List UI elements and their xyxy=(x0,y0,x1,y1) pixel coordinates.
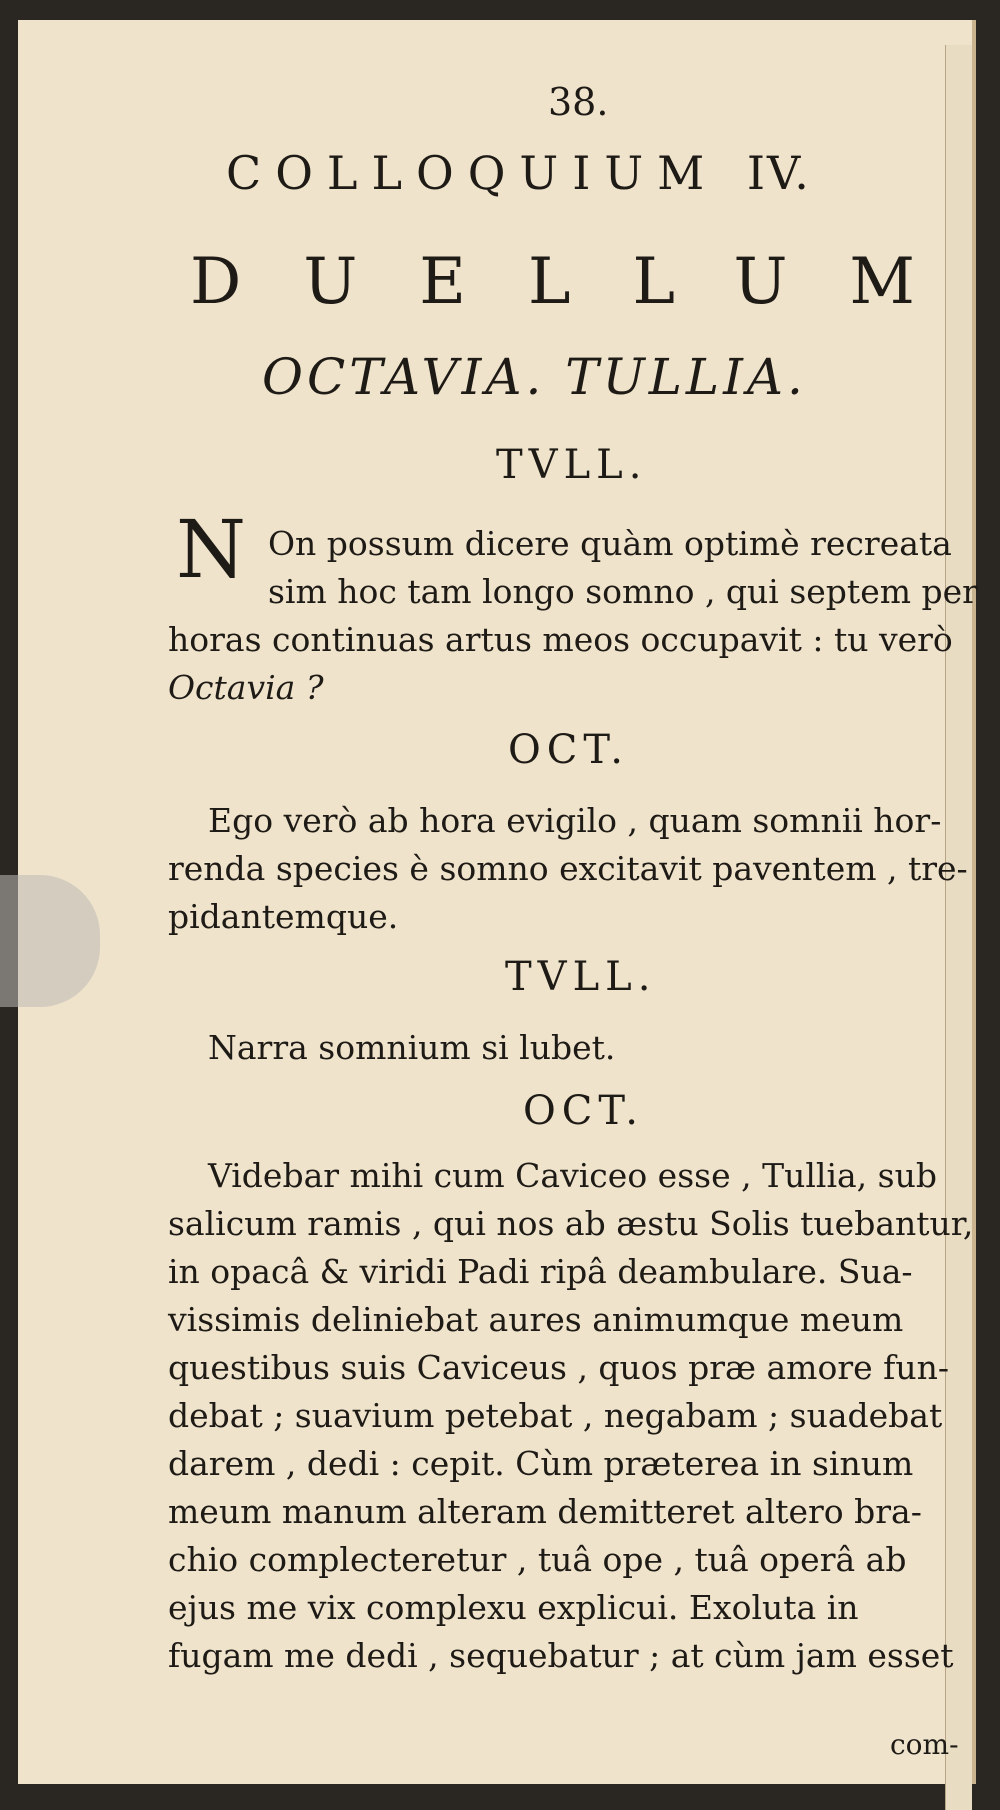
paragraph-1 xyxy=(168,520,978,712)
text-line: salicum ramis , qui nos ab æstu Solis tuebantur, xyxy=(168,1204,974,1243)
paragraph-3 xyxy=(208,1024,615,1072)
paragraph-4 xyxy=(168,1152,973,1680)
text-line: vissimis deliniebat aures animumque meum xyxy=(168,1300,904,1339)
text-line: On possum dicere quàm optimè recreata xyxy=(268,524,952,563)
text-line: fugam me dedi , sequebatur ; at cùm jam esset xyxy=(168,1636,954,1675)
catchword: com- xyxy=(890,1728,959,1761)
text-line: sim hoc tam longo somno , qui septem per xyxy=(268,572,978,611)
text-line: horas continuas artus meos occupavit : tu verò xyxy=(168,620,953,659)
text-line: debat ; suavium petebat , negabam ; suadebat xyxy=(168,1396,943,1435)
text-line: questibus suis Caviceus , quos præ amore fun- xyxy=(168,1348,949,1387)
text-line: Ego verò ab hora evigilo , quam somnii hor- xyxy=(208,801,942,840)
speaker-label: TVLL. xyxy=(505,954,657,1000)
text-line: meum manum alteram demitteret altero bra- xyxy=(168,1492,922,1531)
colloquium-title xyxy=(226,146,811,200)
text-line: darem , dedi : cepit. Cùm præterea in sinum xyxy=(168,1444,914,1483)
speaker-label: OCT. xyxy=(508,727,629,773)
text-line: ejus me vix complexu explicui. Exoluta in xyxy=(168,1588,859,1627)
title-number: IV. xyxy=(746,146,811,200)
drop-cap: N xyxy=(176,503,246,596)
text-line: Octavia ? xyxy=(168,668,324,707)
text-line: Narra somnium si lubet. xyxy=(208,1028,616,1067)
text-line: Videbar mihi cum Caviceo esse , Tullia, sub xyxy=(208,1156,937,1195)
paragraph-2 xyxy=(168,797,968,941)
speaker-label: OCT. xyxy=(523,1088,644,1134)
speaker-label: TVLL. xyxy=(496,442,648,488)
text-line: chio complecteretur , tuâ ope , tuâ operâ ab xyxy=(168,1540,907,1579)
speakers-line: OCTAVIA. TULLIA. xyxy=(262,348,807,406)
duellum-subtitle: DUELLUM xyxy=(190,245,977,319)
page-number: 38. xyxy=(548,80,609,124)
text-line: in opacâ & viridi Padi ripâ deambulare. Sua- xyxy=(168,1252,913,1291)
text-line: pidantemque. xyxy=(168,897,399,936)
text-line: renda species è somno excitavit paventem , tre- xyxy=(168,849,968,888)
title-word: COLLOQUIUM xyxy=(226,146,719,200)
